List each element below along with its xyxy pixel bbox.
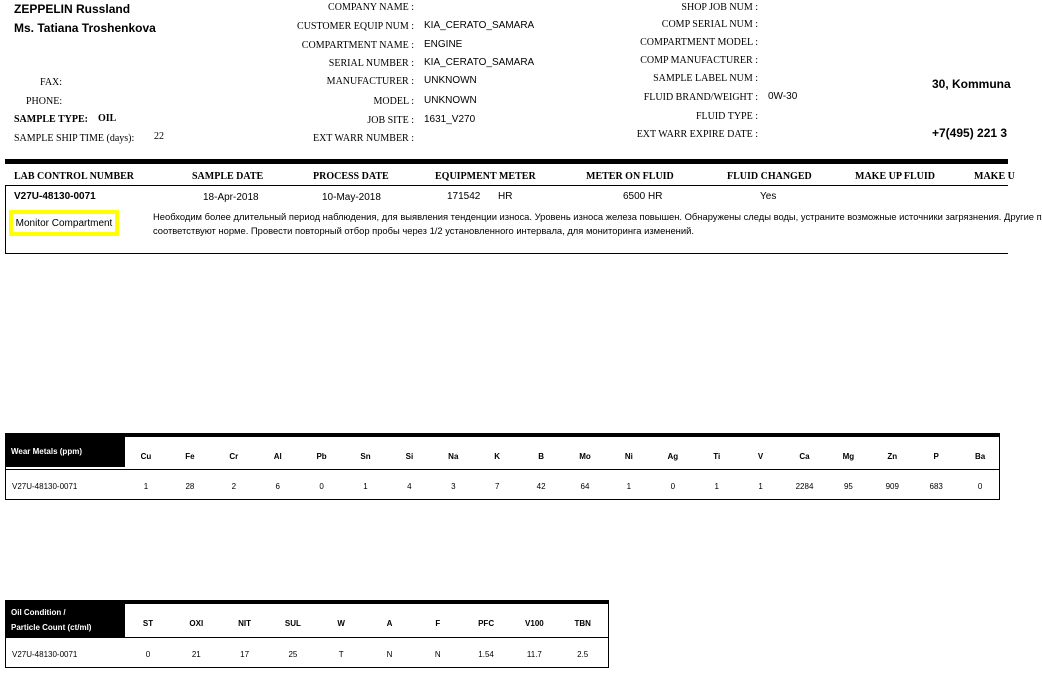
oil-value: 0 <box>145 650 151 659</box>
wear-col-header: Sn <box>360 452 371 461</box>
wear-value: 4 <box>407 482 412 491</box>
wear-col-header: Mg <box>842 452 855 461</box>
mid-value: ENGINE <box>424 39 463 50</box>
header-rule <box>5 185 1008 186</box>
col-make-up-qty: MAKE U <box>974 171 1015 182</box>
fluid-changed: Yes <box>760 191 777 202</box>
oil-col-header: V100 <box>525 619 544 628</box>
status-highlight <box>9 210 119 236</box>
wear-col-header: Fe <box>185 452 195 461</box>
box-left <box>5 185 6 254</box>
col-fluid-changed: FLUID CHANGED <box>727 171 812 182</box>
oil-col-header: ST <box>142 619 154 628</box>
col-sample-date: SAMPLE DATE <box>192 171 264 182</box>
oil-title-line-2: Particle Count (ct/ml) <box>11 623 92 632</box>
wear-value: 1 <box>626 482 632 491</box>
wear-value: 909 <box>885 482 899 491</box>
meter-unit: HR <box>498 191 513 202</box>
right-label: EXT WARR EXPIRE DATE : <box>636 129 758 140</box>
mid-label: COMPANY NAME : <box>328 2 414 13</box>
oil-title-line-1: Oil Condition / <box>11 608 66 617</box>
right-label: COMP MANUFACTURER : <box>640 55 758 66</box>
oil-col-header: TBN <box>574 619 591 628</box>
right-label: FLUID BRAND/WEIGHT : <box>643 92 758 103</box>
wear-col-header: Ca <box>799 452 810 461</box>
lab-control-number: V27U-48130-0071 <box>14 191 96 202</box>
col-lab-control: LAB CONTROL NUMBER <box>14 171 135 182</box>
fax-label: FAX: <box>40 77 63 88</box>
status-badge <box>13 214 115 232</box>
wear-col-header: Mo <box>579 452 591 461</box>
company-name: ZEPPELIN Russland <box>14 2 131 16</box>
wear-col-header: Ni <box>624 452 633 461</box>
sample-date: 18-Apr-2018 <box>203 192 259 203</box>
wear-title: Wear Metals (ppm) <box>11 447 82 456</box>
contact-name: Ms. Tatiana Troshenkova <box>14 21 156 35</box>
wear-col-header: Al <box>273 452 282 461</box>
mid-value: KIA_CERATO_SAMARA <box>424 20 535 31</box>
col-process-date: PROCESS DATE <box>313 171 389 182</box>
wear-col-header: Ba <box>974 452 986 461</box>
oil-title-cell <box>5 604 125 637</box>
wear-value: 28 <box>185 482 195 491</box>
comment-line-1: Необходим более длительный период наблюдения, для выявления тенденции износа. Уровень износа железа повышен. Обнаружены следы воды, устраните возможные источники загрязнения. Другие п <box>153 211 1042 222</box>
wear-value: 42 <box>536 482 546 491</box>
right-label: COMPARTMENT MODEL : <box>640 37 758 48</box>
mid-value: 1631_V270 <box>424 114 476 125</box>
wear-col-header: Na <box>448 452 459 461</box>
wear-value: 1 <box>714 482 719 491</box>
col-meter-on-fluid: METER ON FLUID <box>586 171 674 182</box>
oil-value: N <box>434 650 441 659</box>
wear-value: 7 <box>494 482 500 491</box>
oil-col-header: F <box>435 619 441 628</box>
mid-label: MANUFACTURER : <box>326 76 414 87</box>
right-value: 0W-30 <box>768 91 798 102</box>
oil-value: 1.54 <box>478 650 494 659</box>
box-bottom <box>5 253 1008 254</box>
wear-value: 0 <box>670 482 676 491</box>
wear-col-header: P <box>933 452 939 461</box>
address: 30, Kommuna <box>932 77 1011 91</box>
wear-col-header: Cu <box>140 452 152 461</box>
wear-value: 2284 <box>795 482 814 491</box>
right-label: COMP SERIAL NUM : <box>661 19 758 30</box>
mid-label: EXT WARR NUMBER : <box>312 133 414 144</box>
ship-time-value: 22 <box>154 131 164 142</box>
right-label: SHOP JOB NUM : <box>681 2 758 13</box>
status-text: Monitor Compartment <box>15 217 113 229</box>
sample-type-label: SAMPLE TYPE: <box>14 114 88 125</box>
wear-value: 64 <box>580 482 590 491</box>
wear-value: 1 <box>758 482 763 491</box>
oil-col-header: A <box>386 619 393 628</box>
wear-value: 1 <box>363 482 368 491</box>
right-label: FLUID TYPE : <box>695 111 758 122</box>
comment-line-2: соответствуют норме. Провести повторный отбор пробы через 1/2 установленного интервала, для мониторинга изменений. <box>153 225 694 236</box>
right-label: SAMPLE LABEL NUM : <box>653 73 758 84</box>
oil-col-header: PFC <box>478 619 495 628</box>
mid-label: COMPARTMENT NAME : <box>301 40 414 51</box>
oil-value: 21 <box>191 650 201 659</box>
wear-value: 0 <box>319 482 324 491</box>
process-date: 10-May-2018 <box>322 192 381 203</box>
col-make-up-fluid: MAKE UP FLUID <box>855 171 935 182</box>
meter-on-fluid: 6500 HR <box>623 191 663 202</box>
wear-value: 683 <box>929 482 943 491</box>
col-equipment-meter: EQUIPMENT METER <box>435 171 536 182</box>
wear-value: 0 <box>977 482 983 491</box>
mid-label: MODEL : <box>373 96 414 107</box>
wear-col-header: Cr <box>229 452 239 461</box>
wear-col-header: Zn <box>887 452 898 461</box>
wear-value: 2 <box>231 482 237 491</box>
section-rule <box>5 159 1008 164</box>
wear-value: 1 <box>143 482 149 491</box>
oil-value: N <box>386 650 393 659</box>
wear-col-header: B <box>538 452 544 461</box>
wear-value: 3 <box>451 482 456 491</box>
oil-col-header: OXI <box>189 619 204 628</box>
oil-col-header: NIT <box>238 619 252 628</box>
wear-col-header: V <box>757 452 764 461</box>
oil-col-header: W <box>337 619 345 628</box>
mid-label: JOB SITE : <box>367 115 414 126</box>
wear-col-header: Ag <box>667 452 679 461</box>
ship-time-label: SAMPLE SHIP TIME (days): <box>14 133 135 144</box>
oil-value: 17 <box>240 650 250 659</box>
mid-label: SERIAL NUMBER : <box>328 58 414 69</box>
wear-col-header: Pb <box>316 452 327 461</box>
oil-col-header: SUL <box>284 619 301 628</box>
wear-row-label: V27U-48130-0071 <box>12 482 78 491</box>
wear-col-header: Ti <box>713 452 721 461</box>
phone-label: PHONE: <box>26 96 63 107</box>
oil-value: T <box>338 650 344 659</box>
oil-value: 25 <box>288 650 298 659</box>
oil-value: 2.5 <box>577 650 589 659</box>
sample-type-value: OIL <box>98 113 117 124</box>
wear-value: 6 <box>275 482 280 491</box>
mid-label: CUSTOMER EQUIP NUM : <box>297 21 414 32</box>
phone-number: +7(495) 221 3 <box>932 126 1008 140</box>
wear-metals-table <box>5 433 1000 500</box>
wear-col-header: Si <box>405 452 414 461</box>
mid-value: UNKNOWN <box>424 95 477 106</box>
mid-value: UNKNOWN <box>424 75 477 86</box>
oil-value: 11.7 <box>526 650 542 659</box>
oil-row-label: V27U-48130-0071 <box>12 650 78 659</box>
equipment-meter: 171542 <box>447 191 481 202</box>
wear-title-cell <box>5 437 125 467</box>
oil-condition-table <box>5 600 609 668</box>
mid-value: KIA_CERATO_SAMARA <box>424 57 535 68</box>
wear-value: 95 <box>843 482 853 491</box>
wear-col-header: K <box>494 452 501 461</box>
